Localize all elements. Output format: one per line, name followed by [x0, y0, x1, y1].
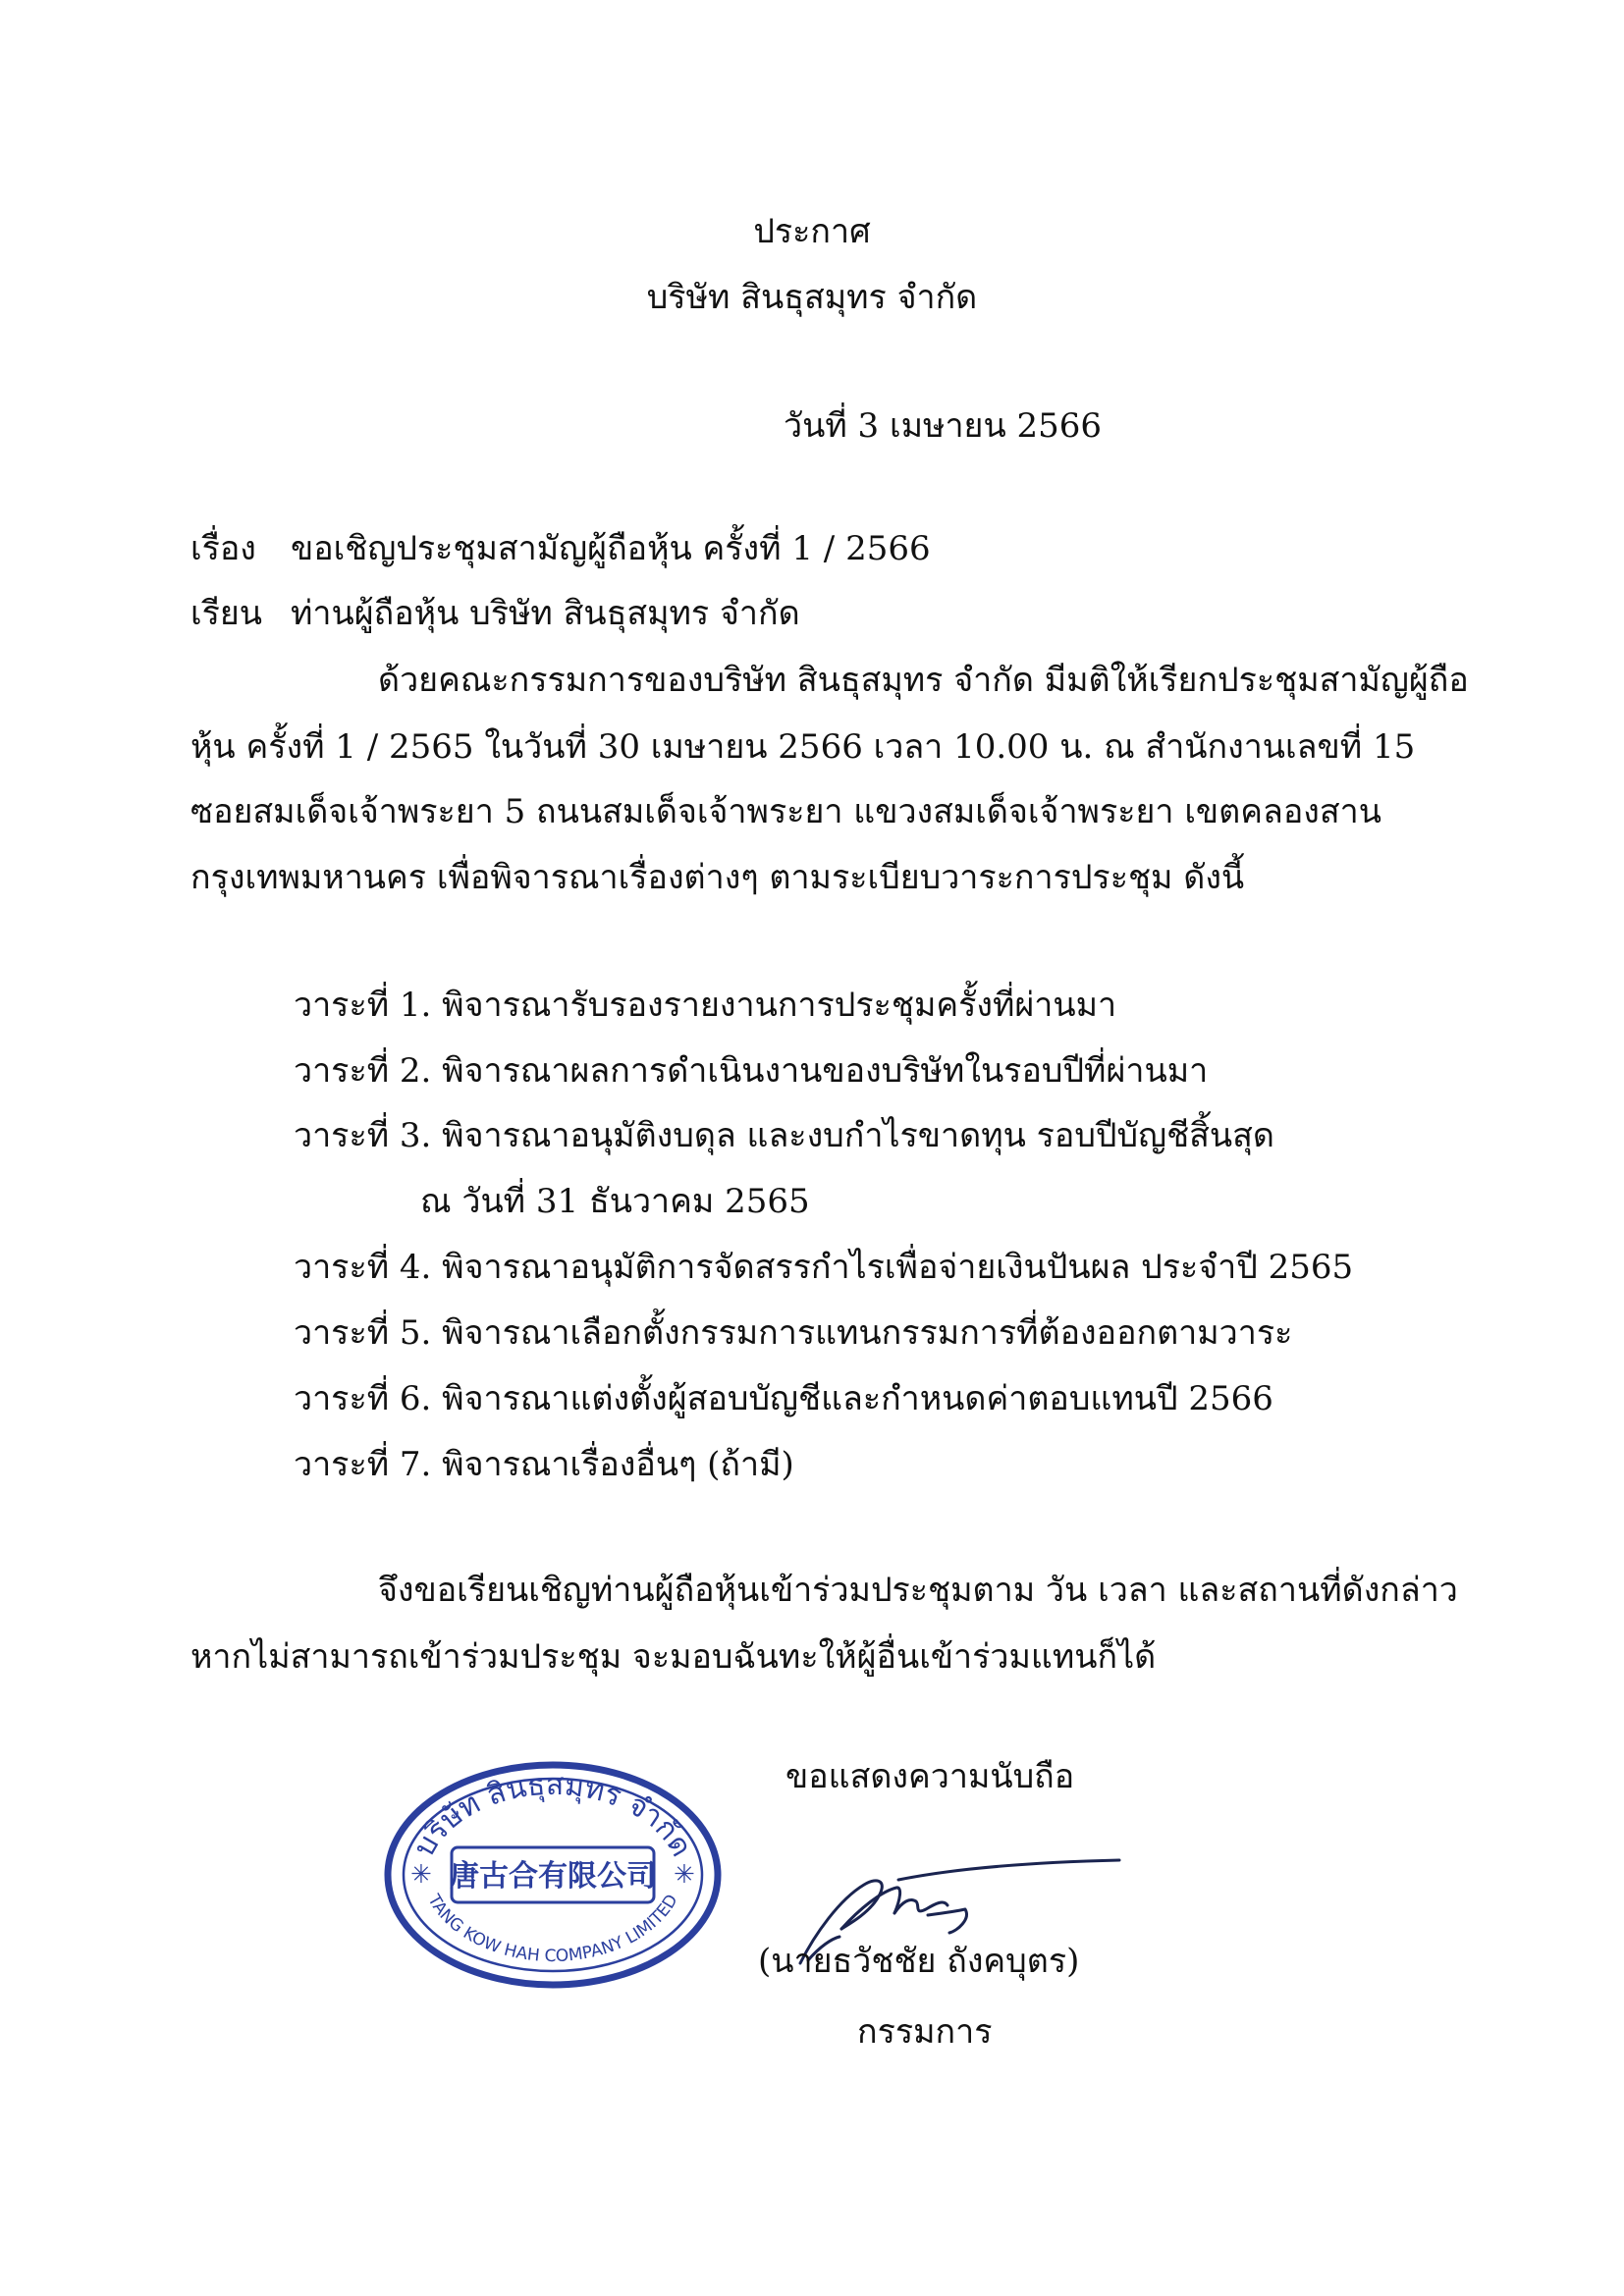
body-line-3: ซอยสมเด็จเจ้าพระยา 5 ถนนสมเด็จเจ้าพระยา แขวงสมเด็จเจ้าพระยา เขตคลองสาน	[190, 792, 1381, 831]
agenda-item-1: วาระที่ 1. พิจารณารับรองรายงานการประชุมครั้งที่ผ่านมา	[294, 986, 1117, 1025]
company-name: บริษัท สินธุสมุทร จำกัด	[646, 278, 978, 317]
signer-name: (นายธวัชชัย ถังคบุตร)	[758, 1942, 1080, 1981]
agenda-item-4: วาระที่ 4. พิจารณาอนุมัติการจัดสรรกำไรเพื่อจ่ายเงินปันผล ประจำปี 2565	[294, 1248, 1354, 1287]
agenda-item-3: วาระที่ 3. พิจารณาอนุมัติงบดุล และงบกำไรขาดทุน รอบปีบัญชีสิ้นสุด	[294, 1116, 1274, 1155]
notice-title: ประกาศ	[753, 212, 871, 251]
agenda-item-5: วาระที่ 5. พิจารณาเลือกตั้งกรรมการแทนกรรมการที่ต้องออกตามวาระ	[294, 1313, 1293, 1353]
recipient-text: ท่านผู้ถือหุ้น บริษัท สินธุสมุทร จำกัด	[291, 594, 800, 633]
recipient-label: เรียน	[190, 594, 263, 633]
agenda-item-2: วาระที่ 2. พิจารณาผลการดำเนินงานของบริษัทในรอบปีที่ผ่านมา	[294, 1051, 1209, 1091]
seal-bottom-text: TANG KOW HAH COMPANY LIMITED	[423, 1891, 682, 1967]
subject-text: ขอเชิญประชุมสามัญผู้ถือหุ้น ครั้งที่ 1 / 2566	[291, 529, 931, 568]
regards-text: ขอแสดงความนับถือ	[785, 1757, 1075, 1796]
agenda-item-6: วาระที่ 6. พิจารณาแต่งตั้งผู้สอบบัญชีและกำหนดค่าตอบแทนปี 2566	[294, 1379, 1273, 1418]
company-seal	[381, 1757, 725, 1993]
agenda-item-7: วาระที่ 7. พิจารณาเรื่องอื่นๆ (ถ้ามี)	[294, 1445, 794, 1484]
signer-position: กรรมการ	[857, 2012, 993, 2052]
closing-line-2: หากไม่สามารถเข้าร่วมประชุม จะมอบฉันทะให้ผู้อื่นเข้าร่วมแทนก็ได้	[190, 1637, 1157, 1677]
seal-top-text: บริษัท สินธุสมุทร จำกัด	[406, 1767, 699, 1863]
svg-text:✳: ✳	[410, 1860, 432, 1890]
notice-date: วันที่ 3 เมษายน 2566	[784, 406, 1103, 446]
seal-center-text: 唐古合有限公司	[450, 1859, 656, 1894]
agenda-item-3-continuation: ณ วันที่ 31 ธันวาคม 2565	[420, 1182, 810, 1221]
closing-line-1: จึงขอเรียนเชิญท่านผู้ถือหุ้นเข้าร่วมประชุมตาม วัน เวลา และสถานที่ดังกล่าว	[378, 1571, 1458, 1610]
subject-label: เรื่อง	[190, 529, 256, 568]
body-line-1: ด้วยคณะกรรมการของบริษัท สินธุสมุทร จำกัด มีมติให้เรียกประชุมสามัญผู้ถือ	[378, 661, 1469, 700]
body-line-4: กรุงเทพมหานคร เพื่อพิจารณาเรื่องต่างๆ ตามระเบียบวาระการประชุม ดังนี้	[190, 858, 1245, 897]
body-line-2: หุ้น ครั้งที่ 1 / 2565 ในวันที่ 30 เมษายน 2566 เวลา 10.00 น. ณ สำนักงานเลขที่ 15	[190, 727, 1416, 767]
svg-text:✳: ✳	[674, 1860, 695, 1890]
